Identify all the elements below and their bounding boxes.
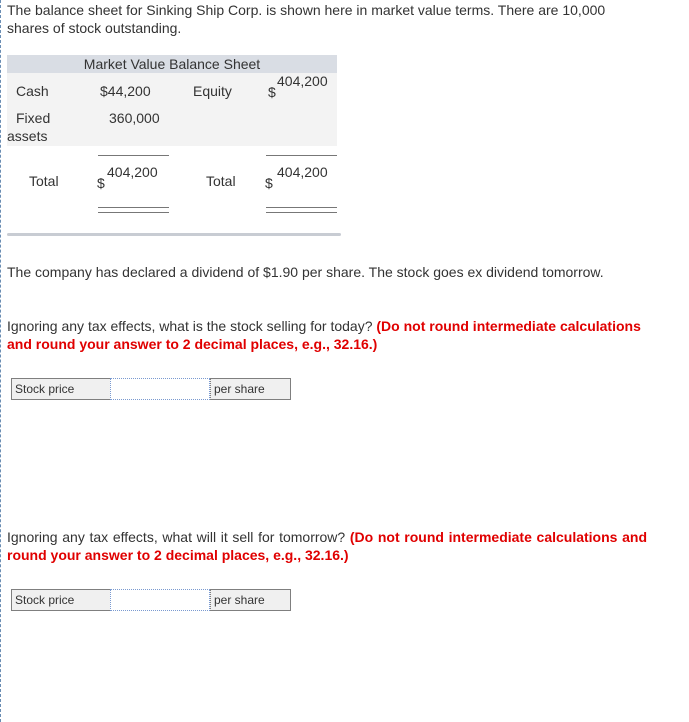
total-left-value: 404,200 <box>107 164 158 180</box>
total-rule-right <box>266 155 337 156</box>
cash-value: $44,200 <box>100 83 151 99</box>
double-rule-left-1 <box>98 207 169 208</box>
per-share-label: per share <box>210 378 291 400</box>
total-left-label: Total <box>29 173 59 189</box>
double-rule-right-2 <box>266 212 337 213</box>
stock-price-label: Stock price <box>11 589 113 611</box>
double-rule-left-2 <box>98 212 169 213</box>
answer-row-2 <box>11 589 290 611</box>
answer-row-1 <box>11 378 290 400</box>
question-2 <box>7 528 647 564</box>
dividend-paragraph: The company has declared a dividend of $1.90 per share. The stock goes ex dividend tomorrow. <box>7 264 604 280</box>
total-rule-left <box>98 155 169 156</box>
stock-price-tomorrow-input[interactable] <box>110 589 210 611</box>
total-left-currency: $ <box>97 175 105 191</box>
total-right-currency: $ <box>265 175 273 191</box>
question-2-instruction: (Do not round intermediate calculations and round your answer to 2 decimal places, e.g., 32.16.) <box>7 529 648 563</box>
balance-sheet-title: Market Value Balance Sheet <box>7 55 337 73</box>
per-share-label: per share <box>210 589 291 611</box>
fixed-assets-label-2: assets <box>7 128 48 144</box>
equity-label: Equity <box>193 83 232 99</box>
equity-value: 404,200 <box>277 73 328 89</box>
fixed-assets-value: 360,000 <box>109 110 160 126</box>
question-1-instruction: (Do not round intermediate calculations and round your answer to 2 decimal places, e.g., 32.16.) <box>7 318 641 352</box>
total-right-label: Total <box>206 173 236 189</box>
fixed-assets-label: Fixed <box>16 110 51 126</box>
balance-sheet-row-band <box>7 110 337 146</box>
intro-paragraph: The balance sheet for Sinking Ship Corp. is shown here in market value terms. There are 10,000 shares of stock outstanding. <box>7 2 606 36</box>
question-1 <box>7 317 647 353</box>
page-left-border <box>0 0 2 722</box>
stock-price-label: Stock price <box>11 378 113 400</box>
question-1-text: Ignoring any tax effects, what is the stock selling for today? <box>7 318 373 334</box>
question-2-text: Ignoring any tax effects, what will it sell for tomorrow? <box>7 529 346 545</box>
stock-price-today-input[interactable] <box>110 378 210 400</box>
total-right-value: 404,200 <box>277 164 328 180</box>
double-rule-right-1 <box>266 207 337 208</box>
equity-currency: $ <box>268 84 276 100</box>
scroll-bar[interactable] <box>7 233 341 236</box>
cash-label: Cash <box>16 83 49 99</box>
